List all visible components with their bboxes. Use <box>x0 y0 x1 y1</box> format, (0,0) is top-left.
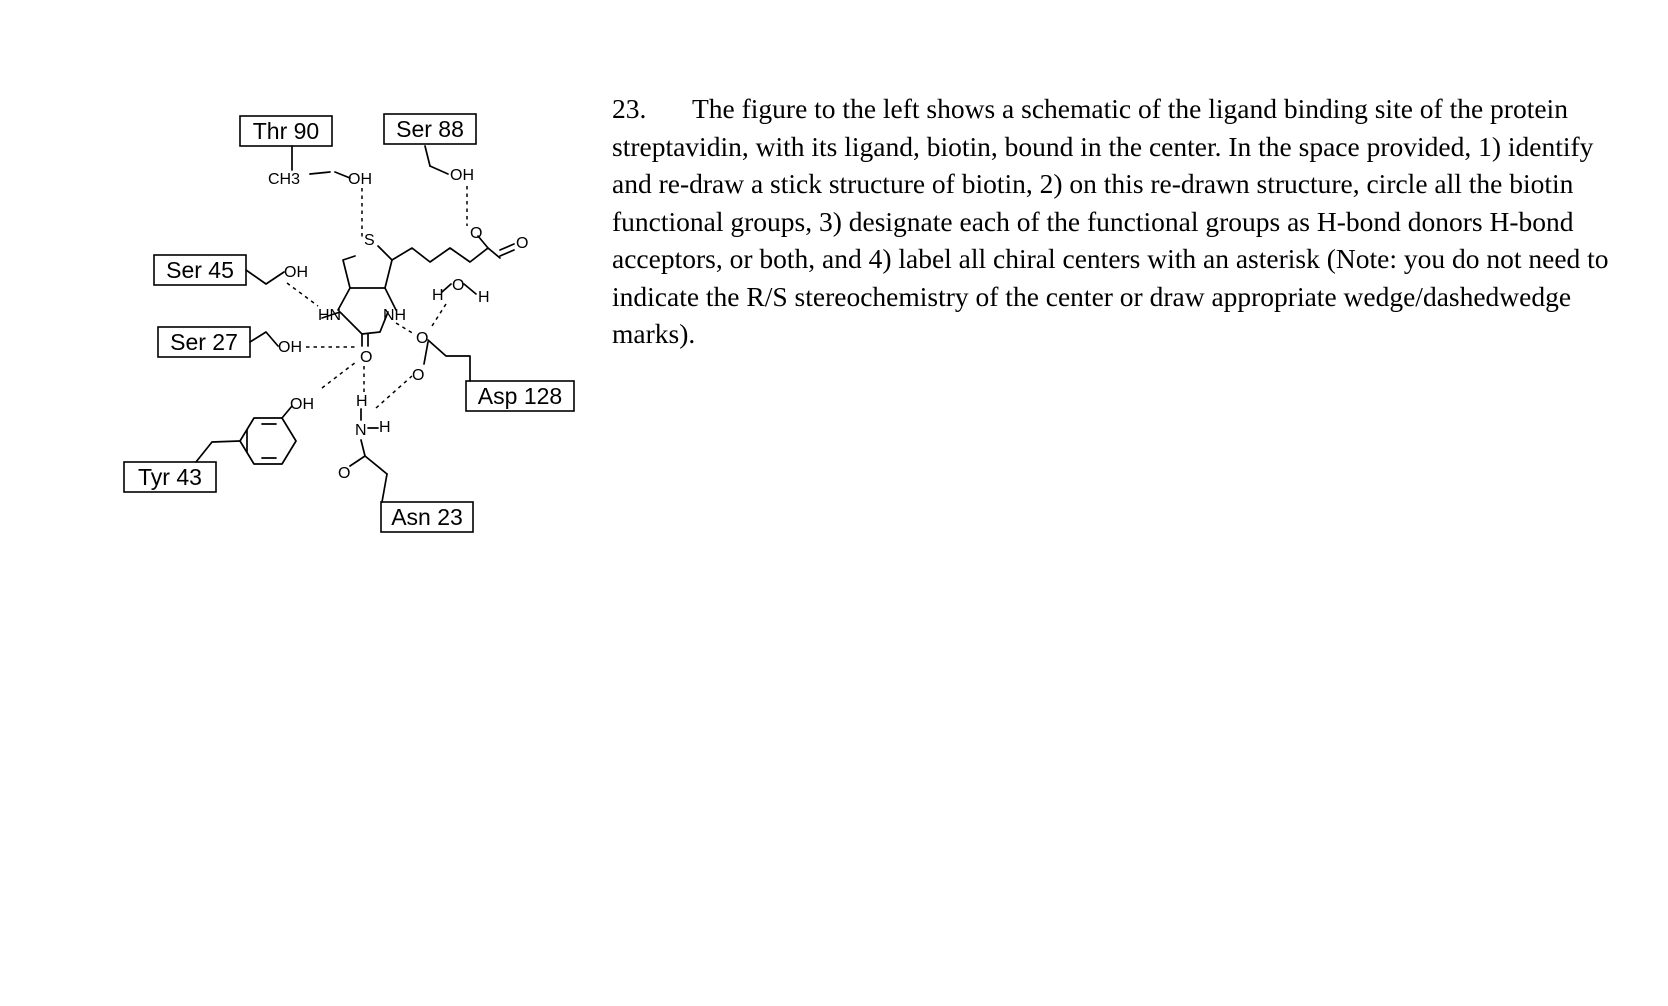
streptavidin-binding-site-figure <box>0 0 600 560</box>
water-oxygen-label: O <box>452 277 465 294</box>
sulfur-label: S <box>364 232 375 249</box>
oh-label: OH <box>290 396 314 413</box>
water-molecule <box>432 277 490 306</box>
oh-label: OH <box>284 264 308 281</box>
water-hydrogen-label: H <box>432 287 444 304</box>
question-number: 23. <box>612 93 647 124</box>
asp128-sidechain <box>412 330 470 384</box>
residue-label: Asn 23 <box>391 504 463 530</box>
question-block <box>612 90 1612 353</box>
asn-hydrogen-label: H <box>356 393 368 410</box>
binding-site-schematic <box>0 0 600 560</box>
asp-oxygen-label: O <box>412 367 425 384</box>
hn-label: HN <box>318 307 342 324</box>
residue-tyr43 <box>124 462 216 492</box>
carboxylate-oxygen-label: O <box>470 225 483 242</box>
carboxylate-oxygen-label: O <box>516 235 529 252</box>
residue-asp128 <box>466 381 574 411</box>
thr90-sidechain <box>268 146 372 188</box>
residue-asn23 <box>381 502 473 532</box>
asn-oxygen-label: O <box>338 465 351 482</box>
residue-ser45 <box>154 255 246 285</box>
residue-label: Tyr 43 <box>138 464 202 490</box>
residue-label: Ser 88 <box>396 116 464 142</box>
residue-thr90 <box>240 116 332 146</box>
residue-label: Asp 128 <box>477 383 563 409</box>
ser27-sidechain <box>250 332 302 356</box>
water-hydrogen-label: H <box>478 289 490 306</box>
residue-label: Ser 45 <box>166 257 234 283</box>
residue-ser88 <box>384 114 476 144</box>
ser45-sidechain <box>246 264 308 284</box>
asn23-sidechain <box>338 393 391 502</box>
question-text: The figure to the left shows a schematic of the ligand binding site of the protein streptavidin, with its ligand, biotin, bound in the center. In the space provided, 1) identify and re-draw a stick structure of biotin, 2) on this re-drawn structure, circle all the biotin functional groups, 3) designate each of the functional groups as H-bond donors H-bond acceptors, or both, and 4) label all chiral centers with an asterisk (Note: you do not need to indicate the R/S stereochemistry of the center or draw appropriate wedge/dashedwedge marks). <box>612 93 1609 349</box>
oh-label: OH <box>278 339 302 356</box>
ser88-sidechain <box>425 146 474 184</box>
asp-oxygen-label: O <box>416 330 429 347</box>
residue-ser27 <box>158 327 250 357</box>
ureido-oxygen-label: O <box>360 349 373 366</box>
residue-label: Ser 27 <box>170 329 238 355</box>
nh-label: NH <box>383 307 407 324</box>
oh-label: OH <box>450 167 474 184</box>
ch3-label: CH3 <box>268 171 301 188</box>
residue-label: Thr 90 <box>252 118 320 144</box>
asn-nh-label: H <box>379 419 391 436</box>
asn-nitrogen-label: N <box>355 422 367 439</box>
oh-label: OH <box>348 171 372 188</box>
tyr43-sidechain <box>196 396 314 464</box>
